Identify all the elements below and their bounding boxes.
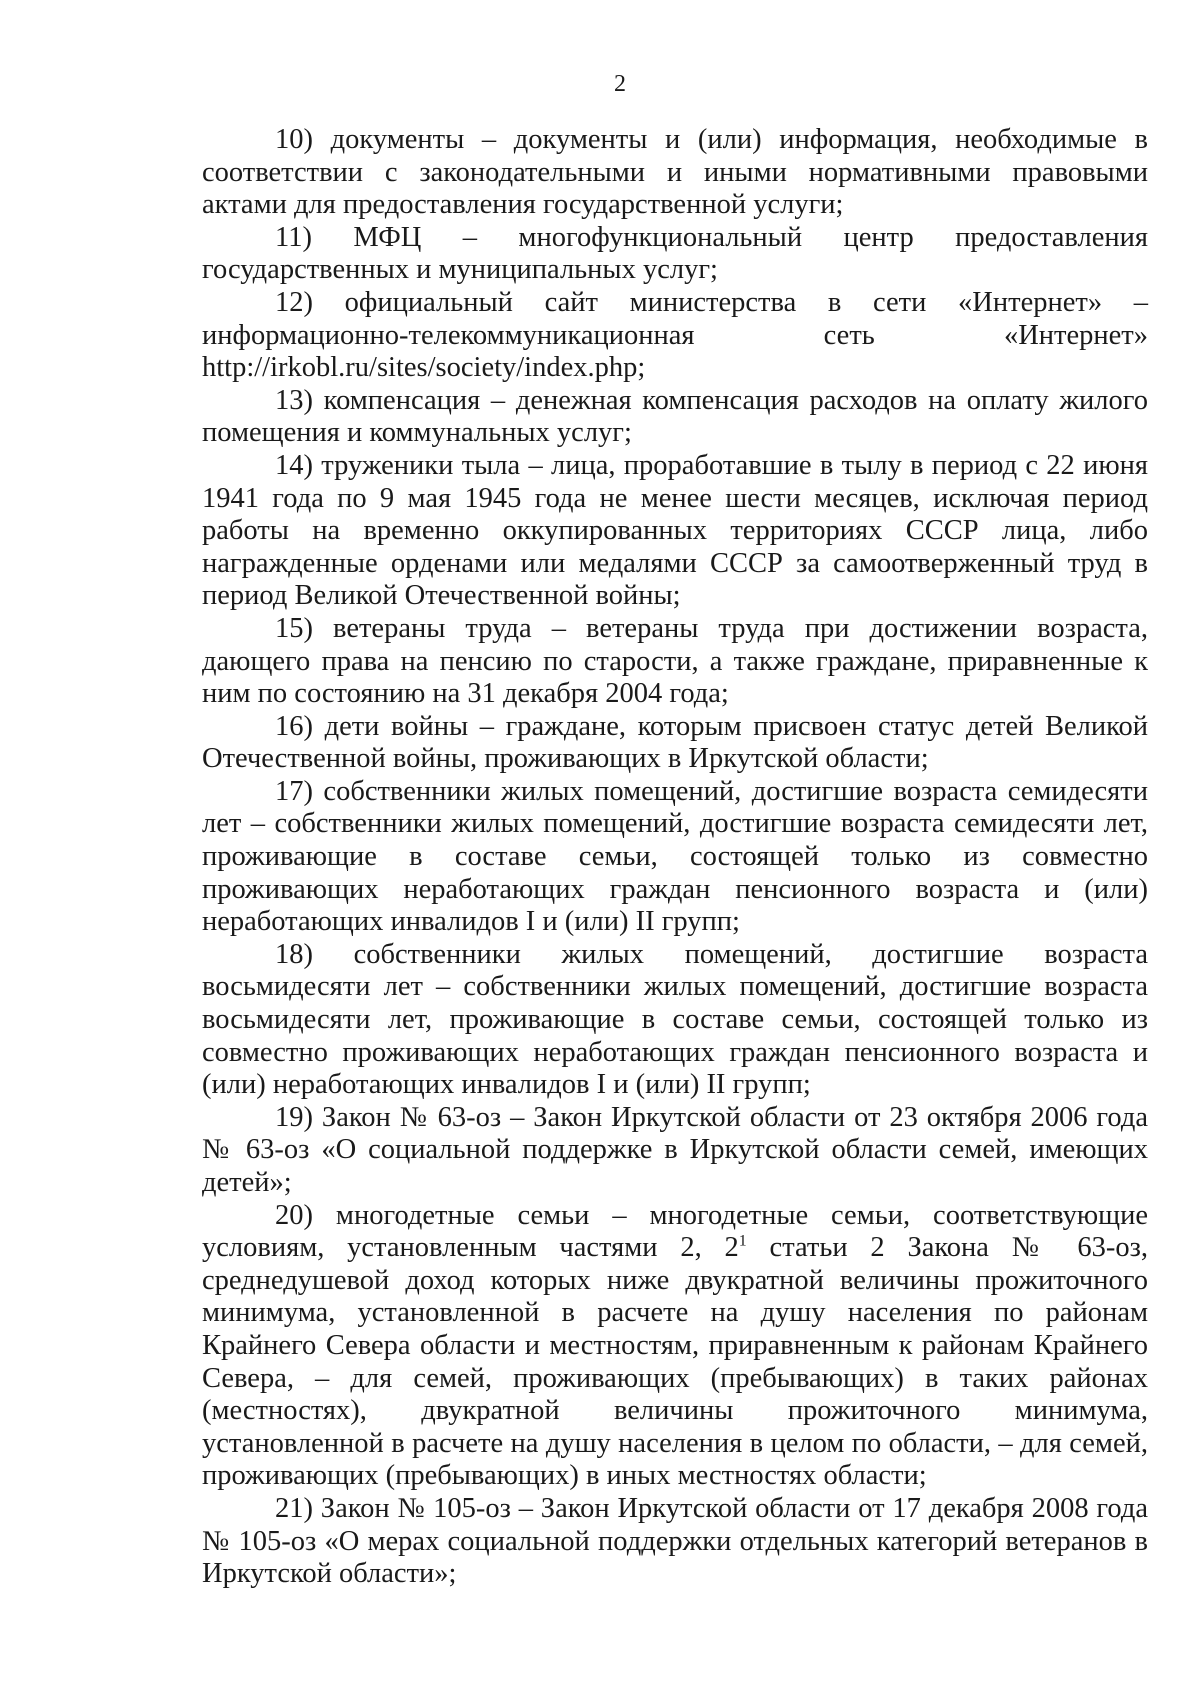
page-number: 2: [614, 71, 626, 97]
list-item: 11) МФЦ – многофункциональный центр предоставления государственных и муниципальных услуг;: [202, 221, 1148, 286]
list-item: 14) труженики тыла – лица, проработавшие в тылу в период с 22 июня 1941 года по 9 мая 1945 года не менее шести месяцев, исключая период работы на временно оккупированных территориях СССР лица, либо награжденные орденами или медалями СССР за самоотверженный труд в период Великой Отечественной войны;: [202, 449, 1148, 612]
list-item: 16) дети войны – граждане, которым присвоен статус детей Великой Отечественной войны, проживающих в Иркутской области;: [202, 710, 1148, 775]
list-item-text: статьи 2 Закона № 63-оз, среднедушевой доход которых ниже двукратной величины прожиточного минимума, установленной в расчете на душу населения по районам Крайнего Севера области и местностям, приравненным к районам Крайнего Севера, – для семей, проживающих (пребывающих) в таких районах (местностях), двукратной величины прожиточного минимума, установленной в расчете на душу населения в целом по области, – для семей, проживающих (пребывающих) в иных местностях области;: [202, 1232, 1148, 1492]
list-item: 13) компенсация – денежная компенсация расходов на оплату жилого помещения и коммунальных услуг;: [202, 384, 1148, 449]
list-item: 19) Закон № 63-оз – Закон Иркутской области от 23 октября 2006 года № 63-оз «О социальной поддержке в Иркутской области семей, имеющих детей»;: [202, 1101, 1148, 1198]
list-item: 15) ветераны труда – ветераны труда при достижении возраста, дающего права на пенсию по старости, а также граждане, приравненные к ним по состоянию на 31 декабря 2004 года;: [202, 612, 1148, 710]
superscript: 1: [738, 1232, 747, 1250]
list-item: 21) Закон № 105-оз – Закон Иркутской области от 17 декабря 2008 года № 105-оз «О мерах социальной поддержки отдельных категорий ветеранов в Иркутской области»;: [202, 1492, 1148, 1590]
document-body: [202, 124, 1148, 1591]
list-item: 18) собственники жилых помещений, достигшие возраста восьмидесяти лет – собственники жилых помещений, достигшие возраста восьмидесяти лет, проживающие в составе семьи, состоящей только из совместно проживающих неработающих граждан пенсионного возраста и (или) неработающих инвалидов I и (или) II групп;: [202, 938, 1148, 1101]
list-item-text: 20) многодетные семьи – многодетные семьи, соответствующие условиям, установленным частями 2, 2: [202, 1199, 1148, 1264]
list-item: 17) собственники жилых помещений, достигшие возраста семидесяти лет – собственники жилых помещений, достигшие возраста семидесяти лет, проживающие в составе семьи, состоящей только из совместно проживающих неработающих граждан пенсионного возраста и (или) неработающих инвалидов I и (или) II групп;: [202, 775, 1148, 938]
list-item: 12) официальный сайт министерства в сети «Интернет» – информационно-телекоммуникационная сеть «Интернет» http://irkobl.ru/sites/society/index.php;: [202, 286, 1148, 384]
list-item: [202, 1200, 1148, 1493]
list-item: 10) документы – документы и (или) информация, необходимые в соответствии с законодательными и иными нормативными правовыми актами для предоставления государственной услуги;: [202, 124, 1148, 221]
